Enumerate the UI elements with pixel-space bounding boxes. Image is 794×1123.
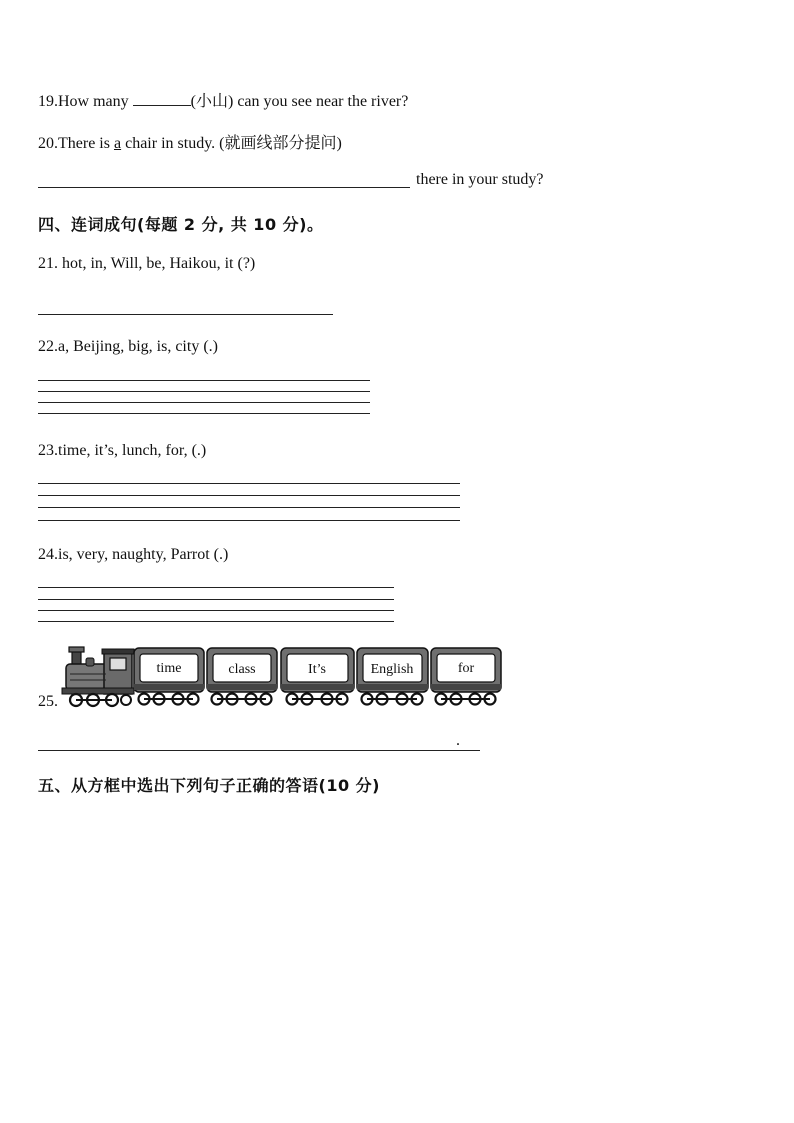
q22-line-4[interactable] xyxy=(38,413,370,414)
q19-blank[interactable] xyxy=(133,91,191,106)
q25-end-mark: . xyxy=(456,732,460,749)
train-car-4 xyxy=(357,648,428,705)
question-19 xyxy=(38,88,408,111)
q19-number: 19. xyxy=(38,93,58,110)
q19-after: can you see near the river? xyxy=(237,93,409,110)
q24-line-4[interactable] xyxy=(38,621,394,622)
q22-line-1[interactable] xyxy=(38,380,370,381)
q20-after: chair in study. xyxy=(125,135,216,152)
q21-answer-line[interactable] xyxy=(38,314,333,315)
question-22: 22.a, Beijing, big, is, city (.) xyxy=(38,338,218,355)
q20-before: There is xyxy=(58,135,110,152)
q19-hint: (小山) xyxy=(190,93,234,110)
q23-line-4[interactable] xyxy=(38,520,460,521)
train-car-2 xyxy=(207,648,277,705)
q22-line-2[interactable] xyxy=(38,391,370,392)
q23-line-3[interactable] xyxy=(38,507,460,508)
question-23: 23.time, it’s, lunch, for, (.) xyxy=(38,442,207,459)
question-25-number: 25. xyxy=(38,693,58,710)
train-word-3: It’s xyxy=(308,662,326,677)
q19-before: How many xyxy=(58,93,129,110)
train-car-1 xyxy=(134,648,204,705)
q20-answer-line[interactable] xyxy=(38,187,410,188)
q20-instruction: (就画线部分提问) xyxy=(219,135,342,152)
q22-line-3[interactable] xyxy=(38,402,370,403)
locomotive-icon xyxy=(62,647,134,706)
train-word-4: English xyxy=(370,662,414,677)
q20-number: 20. xyxy=(38,135,58,152)
train-word-5: for xyxy=(457,661,475,676)
q23-line-1[interactable] xyxy=(38,483,460,484)
section-4-title: 四、连词成句(每题 2 分, 共 10 分)。 xyxy=(38,215,324,234)
train-car-3 xyxy=(281,648,354,705)
q20-underlined-word: a xyxy=(113,135,122,152)
question-21: 21. hot, in, Will, be, Haikou, it (?) xyxy=(38,255,256,272)
q25-answer-line[interactable] xyxy=(38,750,480,751)
question-24: 24.is, very, naughty, Parrot (.) xyxy=(38,546,229,563)
q23-line-2[interactable] xyxy=(38,495,460,496)
train-word-1: time xyxy=(156,661,182,676)
train-car-5 xyxy=(431,648,501,705)
train-illustration xyxy=(60,644,505,708)
q24-line-3[interactable] xyxy=(38,610,394,611)
q24-line-2[interactable] xyxy=(38,599,394,600)
q20-answer-suffix: there in your study? xyxy=(416,171,544,188)
train-word-2: class xyxy=(228,662,256,677)
q24-line-1[interactable] xyxy=(38,587,394,588)
question-20 xyxy=(38,130,342,153)
section-5-title: 五、从方框中选出下列句子正确的答语(10 分) xyxy=(38,776,380,795)
